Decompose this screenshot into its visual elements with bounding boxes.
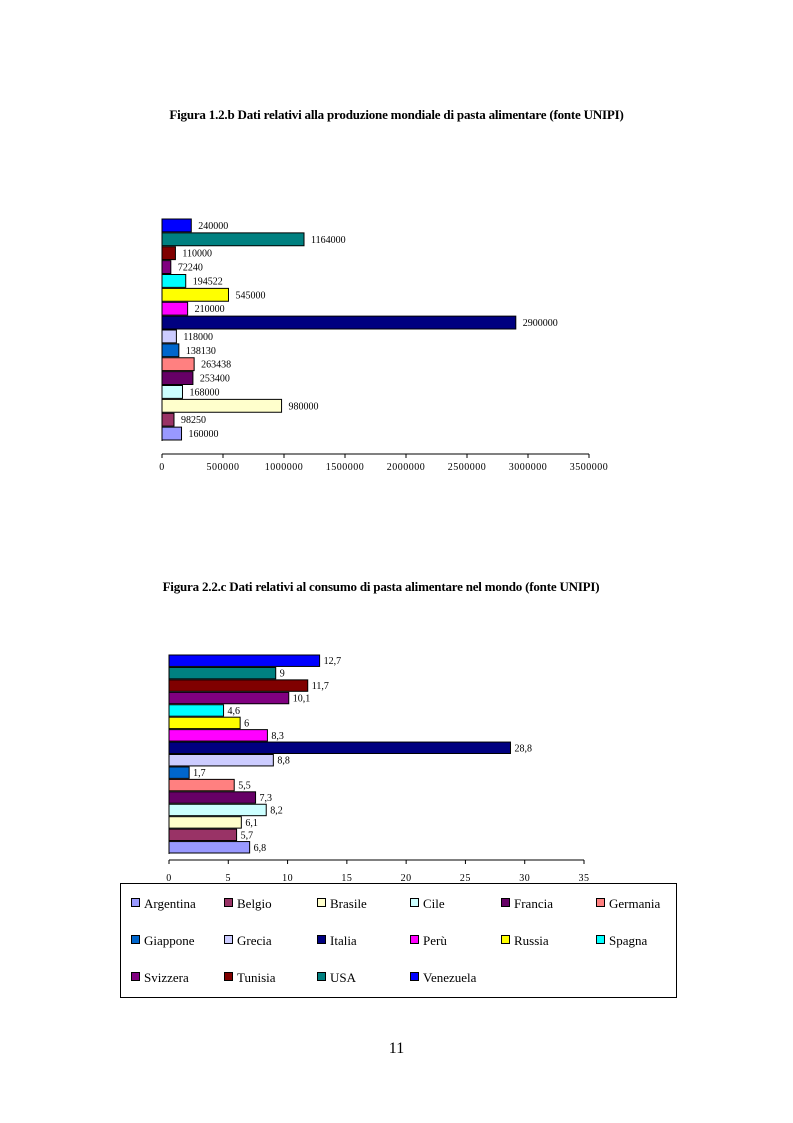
data-label-peru: 8,3 — [271, 730, 284, 742]
x-tick-label: 25 — [459, 873, 471, 884]
data-label-svizzera: 10,1 — [292, 693, 311, 705]
data-label-svizzera: 72240 — [177, 262, 203, 274]
legend-item-tunisia — [224, 970, 276, 986]
data-label-tunisia: 110000 — [182, 248, 213, 260]
data-label-grecia: 118000 — [183, 331, 214, 343]
bar-brasile — [169, 817, 241, 828]
legend-swatch — [410, 898, 419, 907]
x-tick-label: 2500000 — [447, 462, 487, 473]
legend-label: Russia — [514, 933, 549, 948]
legend-swatch — [131, 972, 140, 981]
bar-germania — [162, 358, 194, 371]
bar-giappone — [169, 767, 189, 778]
bar-giappone — [162, 344, 179, 357]
bar-tunisia — [162, 247, 175, 260]
legend-label: Giappone — [144, 933, 195, 948]
bar-peru — [162, 302, 188, 315]
legend-swatch — [596, 935, 605, 944]
legend-label: Spagna — [609, 933, 648, 948]
legend-label: Germania — [609, 896, 661, 911]
x-tick-label: 1500000 — [325, 462, 365, 473]
legend-item-grecia — [224, 933, 272, 949]
legend-item-cile — [410, 896, 445, 912]
legend-swatch — [224, 972, 233, 981]
legend-swatch — [317, 898, 326, 907]
legend-label: Cile — [423, 896, 445, 911]
bar-francia — [169, 792, 256, 803]
bar-usa — [169, 667, 276, 678]
legend-swatch — [410, 935, 419, 944]
legend-label: Argentina — [144, 896, 196, 911]
legend-swatch — [224, 898, 233, 907]
legend-swatch — [501, 898, 510, 907]
legend-swatch — [501, 935, 510, 944]
x-tick-label: 1000000 — [264, 462, 304, 473]
legend-item-italia — [317, 933, 357, 949]
data-label-belgio: 98250 — [180, 415, 206, 427]
data-label-usa: 9 — [279, 668, 285, 680]
bar-belgio — [169, 829, 237, 840]
legend-swatch — [317, 972, 326, 981]
legend-item-brasile — [317, 896, 367, 912]
bar-usa — [162, 233, 304, 246]
bar-venezuela — [169, 655, 320, 666]
data-label-spagna: 4,6 — [227, 705, 241, 717]
legend-swatch — [596, 898, 605, 907]
production-bar-chart — [0, 200, 793, 490]
data-label-venezuela: 12,7 — [323, 656, 342, 668]
legend-item-spagna — [596, 933, 647, 949]
bar-cile — [169, 804, 266, 815]
bar-svizzera — [169, 692, 289, 703]
data-label-italia: 28,8 — [514, 743, 532, 755]
bar-peru — [169, 730, 267, 741]
data-label-argentina: 6,8 — [253, 842, 267, 854]
page-number: 11 — [388, 1040, 405, 1057]
chart-legend — [120, 883, 677, 998]
bar-cile — [162, 386, 182, 399]
bar-germania — [169, 779, 234, 790]
data-label-germania: 5,5 — [238, 780, 251, 792]
x-tick-label: 3500000 — [569, 462, 609, 473]
data-label-belgio: 5,7 — [240, 830, 254, 842]
x-tick-label: 5 — [225, 873, 232, 884]
x-tick-label: 15 — [341, 873, 353, 884]
bar-spagna — [169, 705, 224, 716]
legend-swatch — [224, 935, 233, 944]
bar-russia — [162, 288, 228, 301]
data-label-venezuela: 240000 — [198, 220, 229, 232]
legend-item-venezuela — [410, 970, 476, 986]
data-label-usa: 1164000 — [311, 234, 346, 246]
x-tick-label: 20 — [400, 873, 412, 884]
legend-label: Francia — [514, 896, 553, 911]
bar-italia — [169, 742, 510, 753]
data-label-russia: 545000 — [235, 290, 266, 302]
data-label-italia: 2900000 — [522, 318, 558, 330]
legend-swatch — [317, 935, 326, 944]
legend-item-argentina — [131, 896, 196, 912]
legend-item-svizzera — [131, 970, 189, 986]
legend-label: Belgio — [237, 896, 272, 911]
data-label-cile: 168000 — [189, 387, 220, 399]
legend-item-francia — [501, 896, 553, 912]
legend-item-giappone — [131, 933, 195, 949]
legend-item-germania — [596, 896, 660, 912]
bar-italia — [162, 316, 516, 329]
legend-label: Tunisia — [237, 970, 276, 985]
data-label-brasile: 6,1 — [245, 817, 258, 829]
figure-1-caption: Figura 1.2.b Dati relativi alla produzione mondiale di pasta alimentare (fonte UNIPI) — [169, 107, 624, 122]
data-label-francia: 7,3 — [259, 793, 273, 805]
legend-item-russia — [501, 933, 549, 949]
x-tick-label: 3000000 — [508, 462, 548, 473]
legend-item-belgio — [224, 896, 272, 912]
x-tick-label: 10 — [282, 873, 294, 884]
bar-grecia — [162, 330, 176, 343]
data-label-germania: 263438 — [201, 359, 232, 371]
legend-item-peru — [410, 933, 447, 949]
bar-venezuela — [162, 219, 191, 232]
x-tick-label: 500000 — [206, 462, 240, 473]
bar-spagna — [162, 275, 186, 288]
legend-swatch — [131, 935, 140, 944]
legend-swatch — [131, 898, 140, 907]
data-label-russia: 6 — [244, 718, 250, 730]
bar-tunisia — [169, 680, 308, 691]
data-label-spagna: 194522 — [192, 276, 223, 288]
bar-brasile — [162, 399, 282, 412]
data-label-cile: 8,2 — [270, 805, 283, 817]
legend-label: Brasile — [330, 896, 367, 911]
legend-label: Italia — [330, 933, 357, 948]
data-label-brasile: 980000 — [288, 401, 319, 413]
data-label-giappone: 1,7 — [193, 768, 206, 780]
legend-item-usa — [317, 970, 356, 986]
bar-svizzera — [162, 261, 171, 274]
consumption-bar-chart — [0, 640, 793, 885]
legend-label: Venezuela — [423, 970, 477, 985]
x-tick-label: 30 — [519, 873, 531, 884]
bar-francia — [162, 372, 193, 385]
x-tick-label: 35 — [578, 873, 590, 884]
x-tick-label: 2000000 — [386, 462, 426, 473]
legend-label: USA — [330, 970, 357, 985]
legend-label: Svizzera — [144, 970, 189, 985]
x-tick-label: 0 — [166, 873, 172, 884]
bar-belgio — [162, 413, 174, 426]
bar-argentina — [169, 842, 250, 853]
legend-label: Grecia — [237, 933, 272, 948]
data-label-giappone: 138130 — [185, 345, 216, 357]
figure-2-caption: Figura 2.2.c Dati relativi al consumo di pasta alimentare nel mondo (fonte UNIPI) — [162, 579, 600, 594]
x-tick-label: 0 — [159, 462, 165, 473]
data-label-francia: 253400 — [199, 373, 230, 385]
data-label-argentina: 160000 — [188, 429, 219, 441]
bar-russia — [169, 717, 240, 728]
legend-swatch — [410, 972, 419, 981]
bar-grecia — [169, 755, 273, 766]
data-label-grecia: 8,8 — [277, 755, 290, 767]
data-label-peru: 210000 — [194, 304, 225, 316]
data-label-tunisia: 11,7 — [311, 681, 329, 693]
legend-label: Perù — [423, 933, 447, 948]
bar-argentina — [162, 427, 182, 440]
